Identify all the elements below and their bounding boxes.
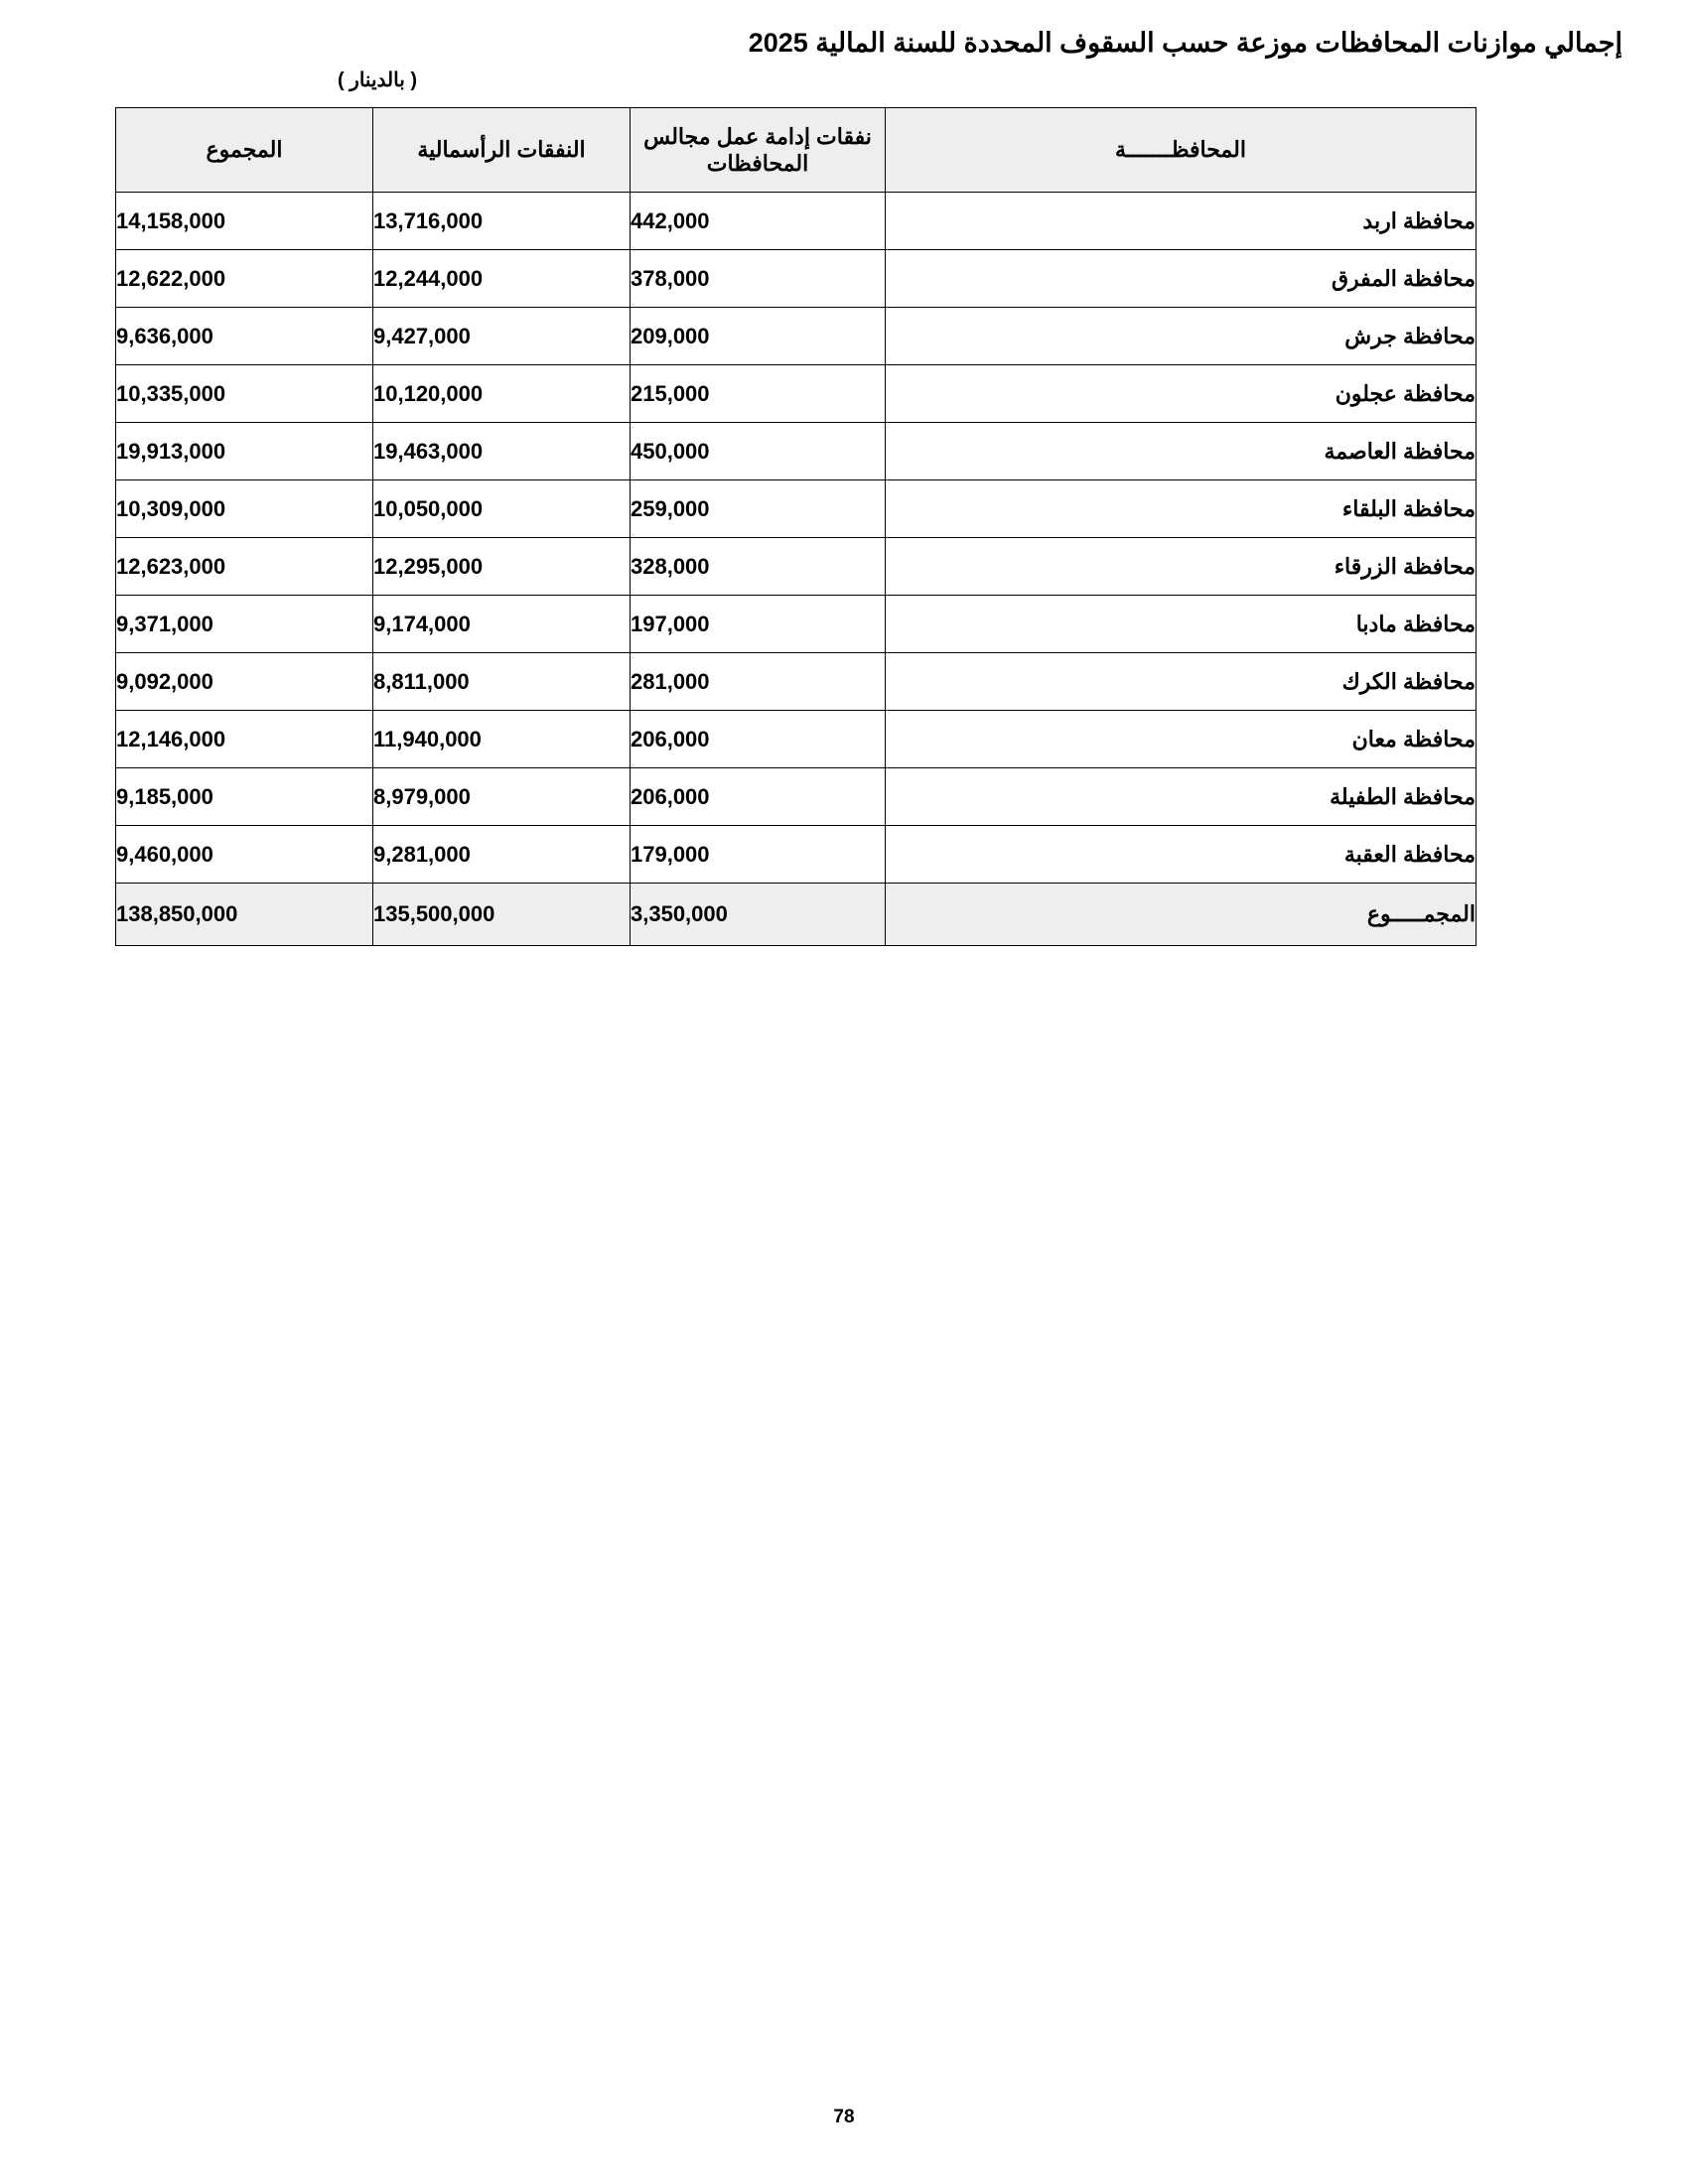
cell-governorate: محافظة عجلون [886,365,1477,423]
cell-total: 9,185,000 [116,768,373,826]
cell-capital: 9,281,000 [373,826,631,884]
table-row [116,538,1477,596]
cell-capital: 10,120,000 [373,365,631,423]
table-body [116,193,1477,946]
table-header [116,108,1477,193]
page-title: إجمالي موازنات المحافظات موزعة حسب السقوف المحددة للسنة المالية 2025 [748,28,1622,58]
cell-maintenance: 209,000 [631,308,886,365]
cell-capital: 11,940,000 [373,711,631,768]
cell-capital: 12,244,000 [373,250,631,308]
cell-maintenance: 259,000 [631,480,886,538]
cell-maintenance: 378,000 [631,250,886,308]
cell-governorate: محافظة جرش [886,308,1477,365]
cell-maintenance: 442,000 [631,193,886,250]
cell-maintenance: 206,000 [631,711,886,768]
column-header-governorate: المحافظـــــــة [886,108,1477,193]
cell-total-capital: 135,500,000 [373,884,631,946]
table-header-row [116,108,1477,193]
table-row [116,250,1477,308]
cell-governorate: محافظة العاصمة [886,423,1477,480]
cell-capital: 12,295,000 [373,538,631,596]
cell-capital: 9,174,000 [373,596,631,653]
cell-capital: 13,716,000 [373,193,631,250]
cell-governorate: محافظة مادبا [886,596,1477,653]
cell-total: 9,460,000 [116,826,373,884]
cell-governorate: محافظة اربد [886,193,1477,250]
cell-maintenance: 206,000 [631,768,886,826]
table-row [116,768,1477,826]
table-row [116,423,1477,480]
cell-maintenance: 281,000 [631,653,886,711]
cell-governorate: محافظة العقبة [886,826,1477,884]
table-row [116,596,1477,653]
cell-total: 9,371,000 [116,596,373,653]
column-header-maintenance: نفقات إدامة عمل مجالس المحافظات [631,108,886,193]
table-row [116,308,1477,365]
cell-capital: 10,050,000 [373,480,631,538]
cell-total-maintenance: 3,350,000 [631,884,886,946]
cell-maintenance: 197,000 [631,596,886,653]
cell-total: 14,158,000 [116,193,373,250]
cell-total: 12,622,000 [116,250,373,308]
cell-total: 10,309,000 [116,480,373,538]
governorate-budget-table [115,107,1477,946]
table-row [116,653,1477,711]
table-row [116,365,1477,423]
table-row [116,193,1477,250]
cell-capital: 19,463,000 [373,423,631,480]
cell-maintenance: 328,000 [631,538,886,596]
cell-total: 12,146,000 [116,711,373,768]
cell-governorate: محافظة المفرق [886,250,1477,308]
cell-governorate: محافظة الزرقاء [886,538,1477,596]
currency-note: ( بالدينار ) [337,69,417,91]
cell-capital: 8,811,000 [373,653,631,711]
table-total-row [116,884,1477,946]
cell-governorate: محافظة الطفيلة [886,768,1477,826]
cell-total: 12,623,000 [116,538,373,596]
cell-maintenance: 215,000 [631,365,886,423]
cell-maintenance: 179,000 [631,826,886,884]
cell-governorate: محافظة معان [886,711,1477,768]
cell-total: 10,335,000 [116,365,373,423]
page-number: 78 [833,2107,855,2127]
column-header-capital: النفقات الرأسمالية [373,108,631,193]
cell-capital: 9,427,000 [373,308,631,365]
cell-governorate: محافظة الكرك [886,653,1477,711]
cell-capital: 8,979,000 [373,768,631,826]
cell-total: 9,636,000 [116,308,373,365]
cell-total: 19,913,000 [116,423,373,480]
table-row [116,711,1477,768]
cell-maintenance: 450,000 [631,423,886,480]
cell-total-total: 138,850,000 [116,884,373,946]
cell-total: 9,092,000 [116,653,373,711]
cell-total-label: المجمـــــوع [886,884,1477,946]
cell-governorate: محافظة البلقاء [886,480,1477,538]
table-row [116,480,1477,538]
column-header-total: المجموع [116,108,373,193]
table-row [116,826,1477,884]
